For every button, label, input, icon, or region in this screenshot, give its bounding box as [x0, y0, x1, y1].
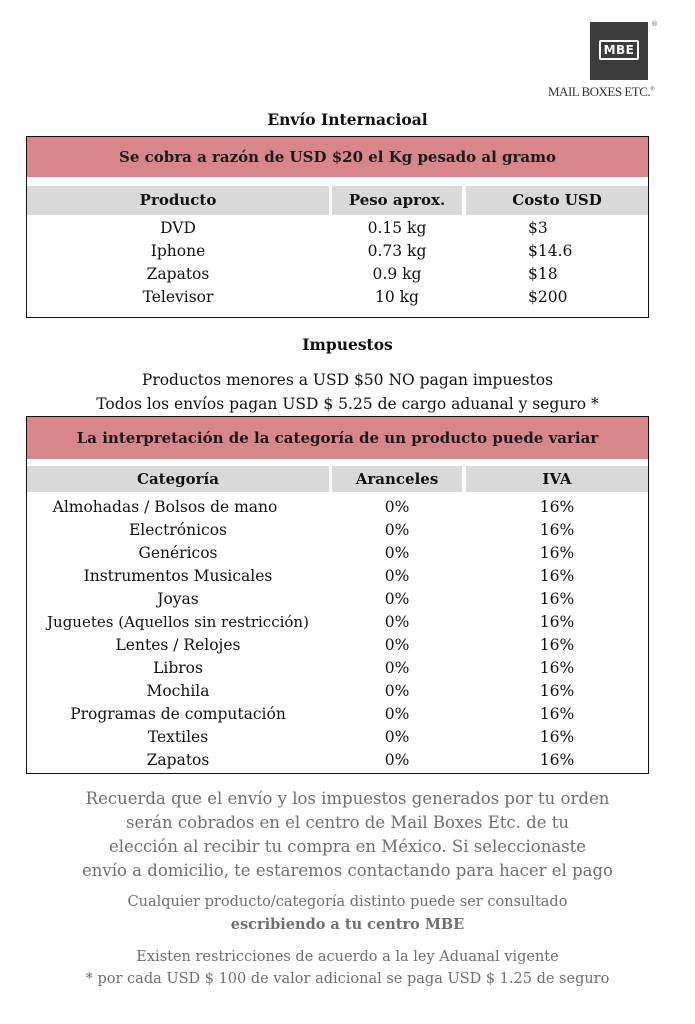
- iva-cell: 16%: [539, 659, 575, 677]
- tariff-cell: 0%: [384, 521, 410, 539]
- category-cell: Textiles: [147, 728, 209, 746]
- category-table: [26, 416, 649, 774]
- table-row: [27, 726, 648, 749]
- tariff-cell: 0%: [384, 613, 410, 631]
- iva-cell: 16%: [539, 705, 575, 723]
- iva-cell: 16%: [539, 567, 575, 585]
- weight-cell: 0.9 kg: [372, 265, 422, 283]
- registered-mark-small: ®: [650, 86, 655, 93]
- table-row: [27, 588, 648, 611]
- category-cell: Joyas: [157, 590, 199, 608]
- cost-cell: $14.6: [528, 242, 573, 260]
- reminder-line-1: Recuerda que el envío y los impuestos generados por tu orden: [85, 789, 610, 808]
- category-cell: Genéricos: [138, 544, 218, 562]
- shipping-rows: [27, 215, 648, 309]
- header-cost: Costo USD: [466, 186, 648, 215]
- cost-cell: $18: [528, 265, 558, 283]
- product-cell: DVD: [160, 219, 196, 237]
- taxes-line-1: Productos menores a USD $50 NO pagan impuestos: [141, 371, 554, 389]
- iva-cell: 16%: [539, 682, 575, 700]
- header-tariff: Aranceles: [332, 466, 462, 492]
- restrictions-line: Existen restricciones de acuerdo a la ley Aduanal vigente: [136, 949, 559, 965]
- reminder-line-3: elección al recibir tu compra en México. Si seleccionaste: [108, 837, 587, 856]
- weight-cell: 10 kg: [375, 288, 419, 306]
- header-category: Categoría: [27, 466, 329, 492]
- table-row: [27, 611, 648, 634]
- iva-cell: 16%: [539, 751, 575, 769]
- table-row: [27, 286, 648, 309]
- table-row: [27, 634, 648, 657]
- shipping-table: [26, 136, 649, 318]
- shipping-title: Envío Internacioal: [267, 110, 428, 129]
- iva-cell: 16%: [539, 728, 575, 746]
- header-iva: IVA: [466, 466, 648, 492]
- reminder-line-2: serán cobrados en el centro de Mail Boxes Etc. de tu: [126, 813, 569, 832]
- shipping-rate-banner: Se cobra a razón de USD $20 el Kg pesado al gramo: [27, 137, 648, 177]
- tariff-cell: 0%: [384, 498, 410, 516]
- category-cell: Libros: [153, 659, 203, 677]
- tariff-cell: 0%: [384, 751, 410, 769]
- insurance-line: * por cada USD $ 100 de valor adicional se paga USD $ 1.25 de seguro: [85, 971, 610, 987]
- product-cell: Televisor: [142, 288, 214, 306]
- category-rows: [27, 492, 648, 772]
- category-header-row: [27, 466, 648, 492]
- table-row: [27, 542, 648, 565]
- consult-link[interactable]: escribiendo a tu centro MBE: [230, 916, 465, 933]
- header-weight: Peso aprox.: [332, 186, 462, 215]
- mbe-badge: MBE: [599, 40, 639, 60]
- iva-cell: 16%: [539, 521, 575, 539]
- taxes-line-2: Todos los envíos pagan USD $ 5.25 de cargo aduanal y seguro *: [96, 395, 599, 413]
- table-row: [27, 217, 648, 240]
- weight-cell: 0.73 kg: [367, 242, 427, 260]
- tariff-cell: 0%: [384, 728, 410, 746]
- tariff-cell: 0%: [384, 705, 410, 723]
- iva-cell: 16%: [539, 544, 575, 562]
- table-row: [27, 657, 648, 680]
- table-row: [27, 496, 648, 519]
- table-row: [27, 240, 648, 263]
- table-row: [27, 680, 648, 703]
- taxes-title: Impuestos: [302, 335, 393, 354]
- cost-cell: $3: [528, 219, 548, 237]
- table-row: [27, 263, 648, 286]
- mbe-logo-name-text: MAIL BOXES ETC.: [548, 84, 651, 99]
- tariff-cell: 0%: [384, 659, 410, 677]
- tariff-cell: 0%: [384, 544, 410, 562]
- header-product: Producto: [27, 186, 329, 215]
- tariff-cell: 0%: [384, 636, 410, 654]
- mbe-logo: [548, 18, 694, 104]
- mbe-logo-mark: [590, 22, 648, 80]
- table-row: [27, 565, 648, 588]
- registered-mark: ®: [651, 20, 658, 28]
- tariff-cell: 0%: [384, 567, 410, 585]
- category-cell: Zapatos: [146, 751, 210, 769]
- product-cell: Zapatos: [146, 265, 210, 283]
- table-row: [27, 703, 648, 726]
- iva-cell: 16%: [539, 590, 575, 608]
- category-cell: Juguetes (Aquellos sin restricción): [47, 613, 309, 631]
- category-cell: Lentes / Relojes: [115, 636, 241, 654]
- category-cell: Almohadas / Bolsos de mano: [52, 498, 278, 516]
- consult-line: Cualquier producto/categoría distinto puede ser consultado: [127, 894, 568, 910]
- iva-cell: 16%: [539, 613, 575, 631]
- shipping-header-row: [27, 186, 648, 215]
- tariff-cell: 0%: [384, 590, 410, 608]
- category-cell: Electrónicos: [128, 521, 227, 539]
- iva-cell: 16%: [539, 636, 575, 654]
- table-row: [27, 519, 648, 542]
- weight-cell: 0.15 kg: [367, 219, 427, 237]
- category-cell: Programas de computación: [70, 705, 286, 723]
- category-banner: La interpretación de la categoría de un producto puede variar: [27, 417, 648, 459]
- cost-cell: $200: [528, 288, 568, 306]
- product-cell: Iphone: [150, 242, 206, 260]
- category-cell: Mochila: [146, 682, 210, 700]
- tariff-cell: 0%: [384, 682, 410, 700]
- category-cell: Instrumentos Musicales: [83, 567, 273, 585]
- mbe-logo-name: [548, 84, 694, 100]
- iva-cell: 16%: [539, 498, 575, 516]
- table-row: [27, 749, 648, 772]
- reminder-line-4: envío a domicilio, te estaremos contactando para hacer el pago: [82, 861, 613, 880]
